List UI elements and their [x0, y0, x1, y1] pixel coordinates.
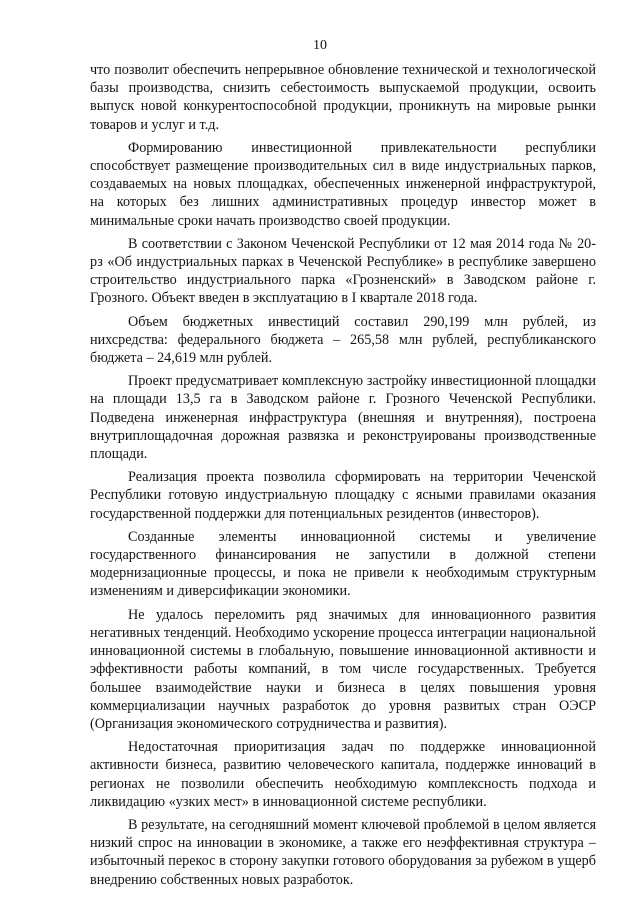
- paragraph-continuation: что позволит обеспечить непрерывное обновление технической и технологической базы производства, снизить себестоимость выпускаемой продукции, освоить выпуск новой конкурентоспособной продукции, проникнуть на мировые рынки товаров и услуг и т.д.: [90, 62, 596, 133]
- paragraph-negative-trends: Не удалось переломить ряд значимых для инновационного развития негативных тенденций. Необходимо ускорение процесса интеграции национальной инновационной системы в глобальную, повышение инновационной активности и эффективности работы компаний, в том числе государственных. Требуется большее взаимодействие науки и бизнеса в целях повышения уровня коммерциализации научных разработок до уровня развитых стран ОЭСР (Организация экономического сотрудничества и развития).: [90, 606, 596, 732]
- paragraph-prioritization: Недостаточная приоритизация задач по поддержке инновационной активности бизнеса, развитию человеческого капитала, поддержке инноваций в регионах не позволили обеспечить необходимую комплексность подхода и ликвидацию «узких мест» в инновационной системе республики.: [90, 739, 596, 810]
- paragraph-project-result: Реализация проекта позволила сформировать на территории Чеченской Республики готовую индустриальную площадку с ясными правилами оказания государственной поддержки для потенциальных резидентов (инвесторов).: [90, 469, 596, 522]
- paragraph-project-scope: Проект предусматривает комплексную застройку инвестиционной площадки на площади 13,5 га в Заводском районе г. Грозного Чеченской Республики. Подведена инженерная инфраструктура (внешняя и внутренняя), построена внутриплощадочная дорожная развязка и реконструированы производственные площади.: [90, 373, 596, 463]
- paragraph-innovation-elements: Созданные элементы инновационной системы и увеличение государственного финансирования не запустили в должной степени модернизационные процессы, и пока не привели к необходимым структурным изменениям и диверсификации экономики.: [90, 528, 596, 600]
- paragraph-investment-attractiveness: Формированию инвестиционной привлекательности республики способствует размещение производительных сил в виде индустриальных парков, создаваемых на новых площадках, обеспеченных инженерной инфраструктурой, на которых без лишних административных процедур инвестор может в минимальные сроки начать производство своей продукции.: [90, 139, 596, 229]
- paragraph-key-problem: В результате, на сегодняшний момент ключевой проблемой в целом является низкий спрос на инновации в экономике, а также его неэффективная структура – избыточный перекос в сторону закупки готового оборудования за рубежом в ущерб внедрению собственных новых разработок.: [90, 816, 596, 888]
- document-body: [90, 61, 596, 894]
- paragraph-budget-investments: Объем бюджетных инвестиций составил 290,199 млн рублей, из нихсредства: федерального бюджета – 265,58 млн рублей, республиканского бюджета – 24,619 млн рублей.: [90, 313, 596, 367]
- paragraph-industrial-park-law: В соответствии с Законом Чеченской Республики от 12 мая 2014 года № 20-рз «Об индустриальных парках в Чеченской Республике» в республике завершено строительство индустриального парка «Грозненский» в Заводском районе г. Грозного. Объект введен в эксплуатацию в I квартале 2018 года.: [90, 235, 596, 307]
- page-number: 10: [313, 38, 327, 53]
